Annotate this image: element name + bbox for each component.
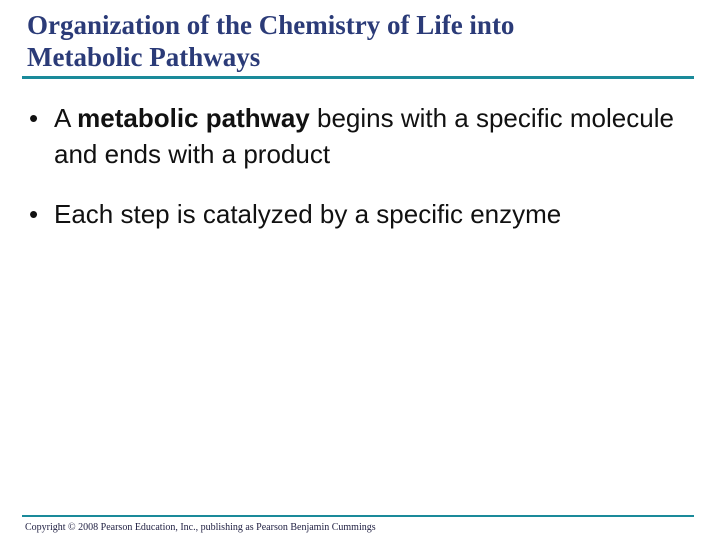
bullet-text-suffix: begins with a specific molecule and ends with a product: [54, 103, 674, 169]
slide-title-line-1: Organization of the Chemistry of Life into: [27, 10, 515, 40]
slide-title-line-2: Metabolic Pathways: [27, 42, 261, 72]
bullet-item-enzyme: [29, 196, 689, 232]
copyright-notice: Copyright © 2008 Pearson Education, Inc., publishing as Pearson Benjamin Cummings: [25, 522, 376, 533]
bullet-text-term: metabolic pathway: [77, 103, 310, 133]
bullet-marker: •: [29, 199, 39, 229]
footer-divider: [22, 515, 694, 517]
title-divider: [22, 76, 694, 79]
bullet-list: [29, 100, 689, 232]
slide-title: [27, 9, 687, 73]
bullet-text-prefix: A: [54, 103, 78, 133]
bullet-item-metabolic-pathway: [29, 100, 689, 172]
bullet-text: Each step is catalyzed by a specific enzyme: [54, 199, 562, 229]
bullet-marker: •: [29, 103, 39, 133]
